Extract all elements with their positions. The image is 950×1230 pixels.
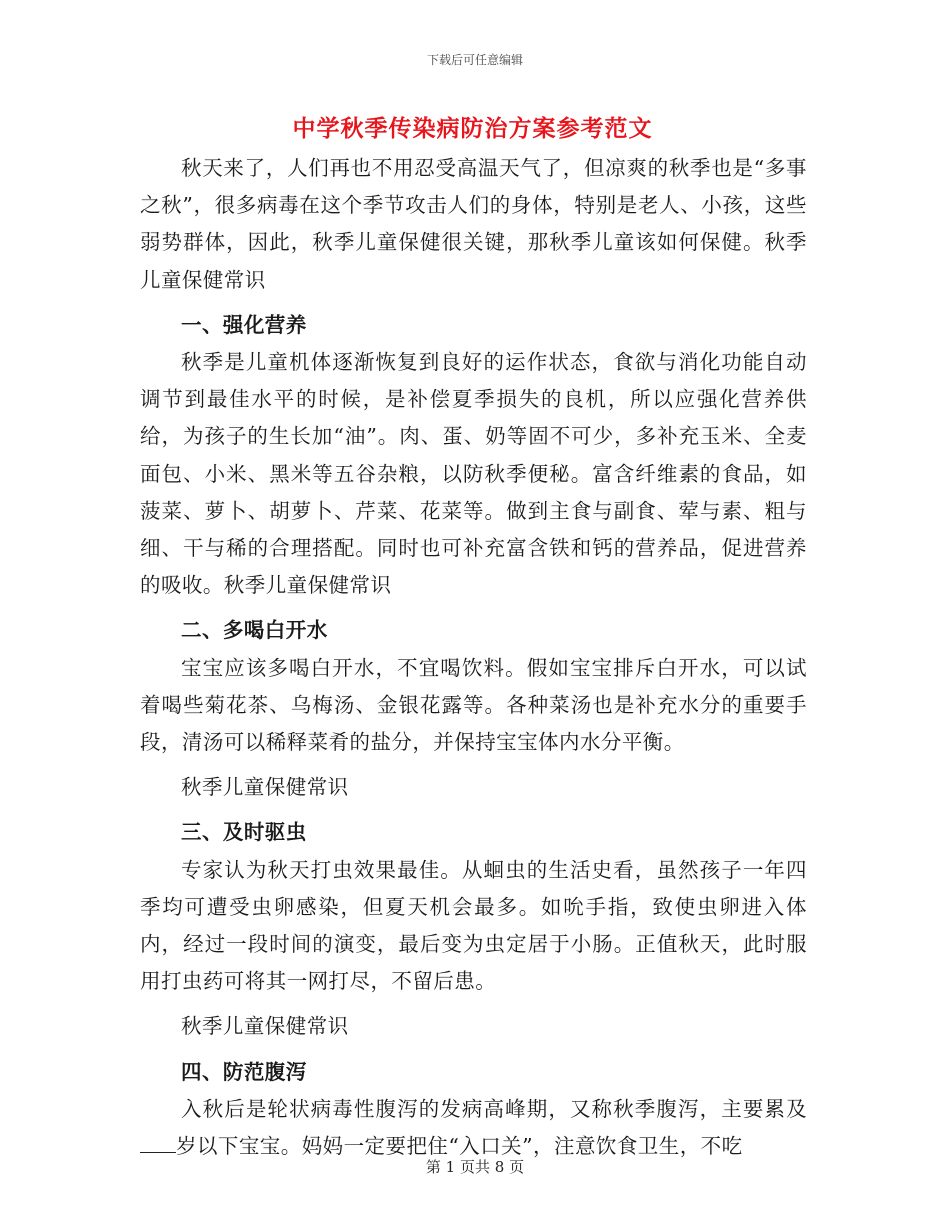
diarrhea-text-part2: 岁以下宝宝。妈妈一定要把住“入口关”，注意饮食卫生，不吃 <box>176 1134 743 1159</box>
fill-in-blank <box>140 1134 176 1153</box>
section-heading-water: 二、多喝白开水 <box>181 618 328 643</box>
document-title: 中学秋季传染病防治方案参考范文 <box>292 115 653 142</box>
section-tail-deworming: 秋季儿童保健常识 <box>181 1014 349 1039</box>
section-tail-water: 秋季儿童保健常识 <box>181 775 349 800</box>
section-body-water: 宝宝应该多喝白开水，不宜喝饮料。假如宝宝排斥白开水，可以试着喝些菊花茶、乌梅汤、金银花露等。各种菜汤也是补充水分的重要手段，清汤可以稀释菜肴的盐分，并保持宝宝体内水分平衡。 <box>140 655 807 755</box>
page-footer: 第 1 页共 8 页 <box>425 1158 525 1176</box>
section-heading-diarrhea: 四、防范腹泻 <box>181 1059 307 1084</box>
section-heading-deworming: 三、及时驱虫 <box>181 820 307 845</box>
intro-paragraph: 秋天来了，人们再也不用忍受高温天气了，但凉爽的秋季也是“多事之秋”，很多病毒在这个季节攻击人们的身体，特别是老人、小孩，这些弱势群体，因此，秋季儿童保健很关键，那秋季儿童该如何保健。秋季儿童保健常识 <box>140 156 807 292</box>
document-body <box>140 150 807 1165</box>
section-body-deworming: 专家认为秋天打虫效果最佳。从蛔虫的生活史看，虽然孩子一年四季均可遭受虫卵感染，但夏天机会最多。如吮手指，致使虫卵进入体内，经过一段时间的演变，最后变为虫定居于小肠。正值秋天，此时服用打虫药可将其一网打尽，不留后患。 <box>140 857 807 994</box>
section-body-diarrhea <box>140 1091 807 1165</box>
section-heading-nutrition: 一、强化营养 <box>181 312 307 337</box>
diarrhea-text-part1: 入秋后是轮状病毒性腹泻的发病高峰期，又称秋季腹泻，主要累及 <box>181 1096 807 1121</box>
page-header: 下载后可任意编辑 <box>426 53 523 67</box>
section-body-nutrition: 秋季是儿童机体逐渐恢复到良好的运作状态，食欲与消化功能自动调节到最佳水平的时候，是补偿夏季损失的良机，所以应强化营养供给，为孩子的生长加“油”。肉、蛋、奶等固不可少，多补充玉米、全麦面包、小米、黑米等五谷杂粮，以防秋季便秘。富含纤维素的食品，如菠菜、萝卜、胡萝卜、芹菜、花菜等。做到主食与副食、荤与素、粗与细、干与稀的合理搭配。同时也可补充富含铁和钙的营养品，促进营养的吸收。秋季儿童保健常识 <box>140 350 807 598</box>
